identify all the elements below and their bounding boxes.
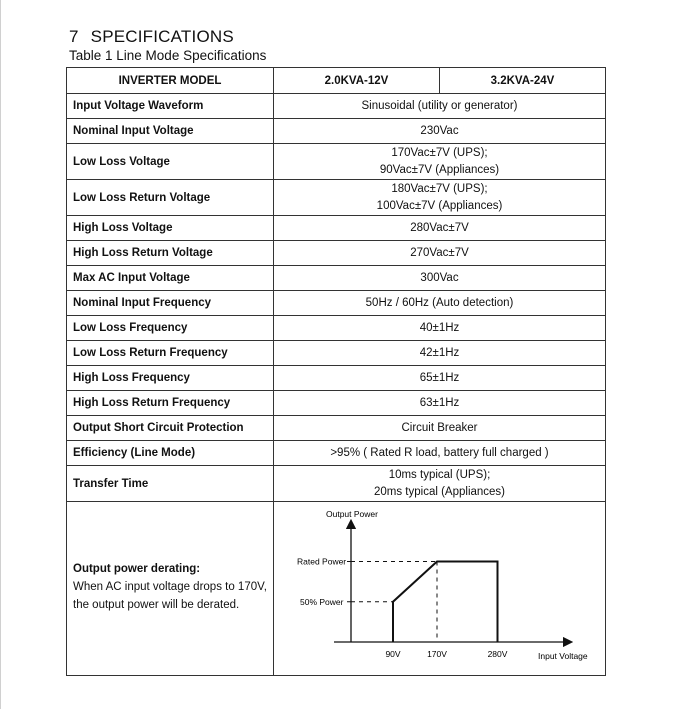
row-value: [274, 416, 606, 441]
table-row: [67, 366, 606, 391]
row-value: [274, 316, 606, 341]
row-value-line: 300Vac: [420, 271, 459, 284]
x-tick-label: 170V: [427, 649, 447, 659]
row-value-line: >95% ( Rated R load, battery full charged ): [330, 446, 549, 459]
row-value: [274, 391, 606, 416]
derating-body-line: When AC input voltage drops to 170V,: [73, 581, 267, 593]
row-label: Low Loss Voltage: [67, 144, 274, 180]
row-label: Nominal Input Frequency: [67, 291, 274, 316]
spec-table: [66, 67, 606, 676]
header-model-label: INVERTER MODEL: [67, 68, 274, 94]
row-value: [274, 341, 606, 366]
header-model-a: 2.0KVA-12V: [274, 68, 440, 94]
row-label: Nominal Input Voltage: [67, 119, 274, 144]
row-value: [274, 119, 606, 144]
x-tick-label: 280V: [487, 649, 508, 659]
derating-description: [67, 502, 274, 676]
derating-body: [73, 578, 267, 614]
row-value: [274, 94, 606, 119]
row-label: Efficiency (Line Mode): [67, 441, 274, 466]
row-value: [274, 366, 606, 391]
table-row: [67, 180, 606, 216]
table-row: [67, 441, 606, 466]
derating-title: Output power derating:: [73, 563, 201, 575]
table-row: [67, 144, 606, 180]
y-axis-label: Output Power: [326, 509, 378, 519]
row-value-line: 270Vac±7V: [410, 246, 469, 259]
table-header-row: [67, 68, 606, 94]
row-value-line: 180Vac±7V (UPS);: [391, 182, 488, 195]
row-label: High Loss Voltage: [67, 216, 274, 241]
row-label: Input Voltage Waveform: [67, 94, 274, 119]
row-value-line: 42±1Hz: [419, 346, 460, 359]
row-value: [274, 466, 606, 502]
table-row: [67, 466, 606, 502]
x-tick-label: 90V: [385, 649, 401, 659]
table-row: [67, 316, 606, 341]
rated-power-label: Rated Power: [297, 556, 347, 567]
section-number: 7: [69, 27, 79, 46]
row-label: High Loss Return Frequency: [67, 391, 274, 416]
row-value-line: 170Vac±7V (UPS);: [391, 146, 488, 159]
row-label: Low Loss Return Frequency: [67, 341, 274, 366]
table-row: [67, 341, 606, 366]
row-value: [274, 216, 606, 241]
row-value: [274, 291, 606, 316]
x-axis-label: Input Voltage: [538, 651, 588, 661]
row-value-line: 90Vac±7V (Appliances): [379, 163, 500, 176]
row-value-line: 230Vac: [420, 124, 459, 137]
table-row: [67, 416, 606, 441]
page-left-edge: [0, 0, 1, 709]
row-label: Transfer Time: [67, 466, 274, 502]
row-value: [274, 144, 606, 180]
table-row: [67, 119, 606, 144]
row-value: [274, 441, 606, 466]
table-row: [67, 216, 606, 241]
table-row: [67, 266, 606, 291]
table-row: [67, 241, 606, 266]
table-row: [67, 391, 606, 416]
row-value-line: 63±1Hz: [419, 396, 460, 409]
row-label: Output Short Circuit Protection: [67, 416, 274, 441]
half-power-label: 50% Power: [300, 596, 344, 607]
row-value-line: 100Vac±7V (Appliances): [376, 199, 503, 212]
row-label: Max AC Input Voltage: [67, 266, 274, 291]
derating-body-line: the output power will be derated.: [73, 599, 240, 611]
table-caption: Table 1 Line Mode Specifications: [69, 48, 267, 63]
row-value-line: 280Vac±7V: [410, 221, 469, 234]
derating-graph: [280, 502, 611, 672]
header-model-b: 3.2KVA-24V: [440, 68, 606, 94]
row-value: [274, 266, 606, 291]
row-value-line: 20ms typical (Appliances): [373, 485, 506, 498]
row-label: Low Loss Return Voltage: [67, 180, 274, 216]
row-label: Low Loss Frequency: [67, 316, 274, 341]
row-value-line: Circuit Breaker: [401, 421, 478, 434]
table-row: [67, 291, 606, 316]
derating-row: [67, 502, 606, 676]
row-value-line: 40±1Hz: [419, 321, 460, 334]
section-title: [69, 27, 234, 47]
row-value-line: 50Hz / 60Hz (Auto detection): [365, 296, 514, 309]
derating-curve: [393, 562, 498, 643]
row-value-line: Sinusoidal (utility or generator): [361, 99, 518, 112]
table-row: [67, 94, 606, 119]
row-value-line: 65±1Hz: [419, 371, 460, 384]
derating-graph-cell: [274, 502, 606, 676]
row-label: High Loss Frequency: [67, 366, 274, 391]
section-title-text: SPECIFICATIONS: [90, 27, 234, 46]
row-value-line: 10ms typical (UPS);: [388, 468, 491, 481]
row-label: High Loss Return Voltage: [67, 241, 274, 266]
row-value: [274, 180, 606, 216]
row-value: [274, 241, 606, 266]
